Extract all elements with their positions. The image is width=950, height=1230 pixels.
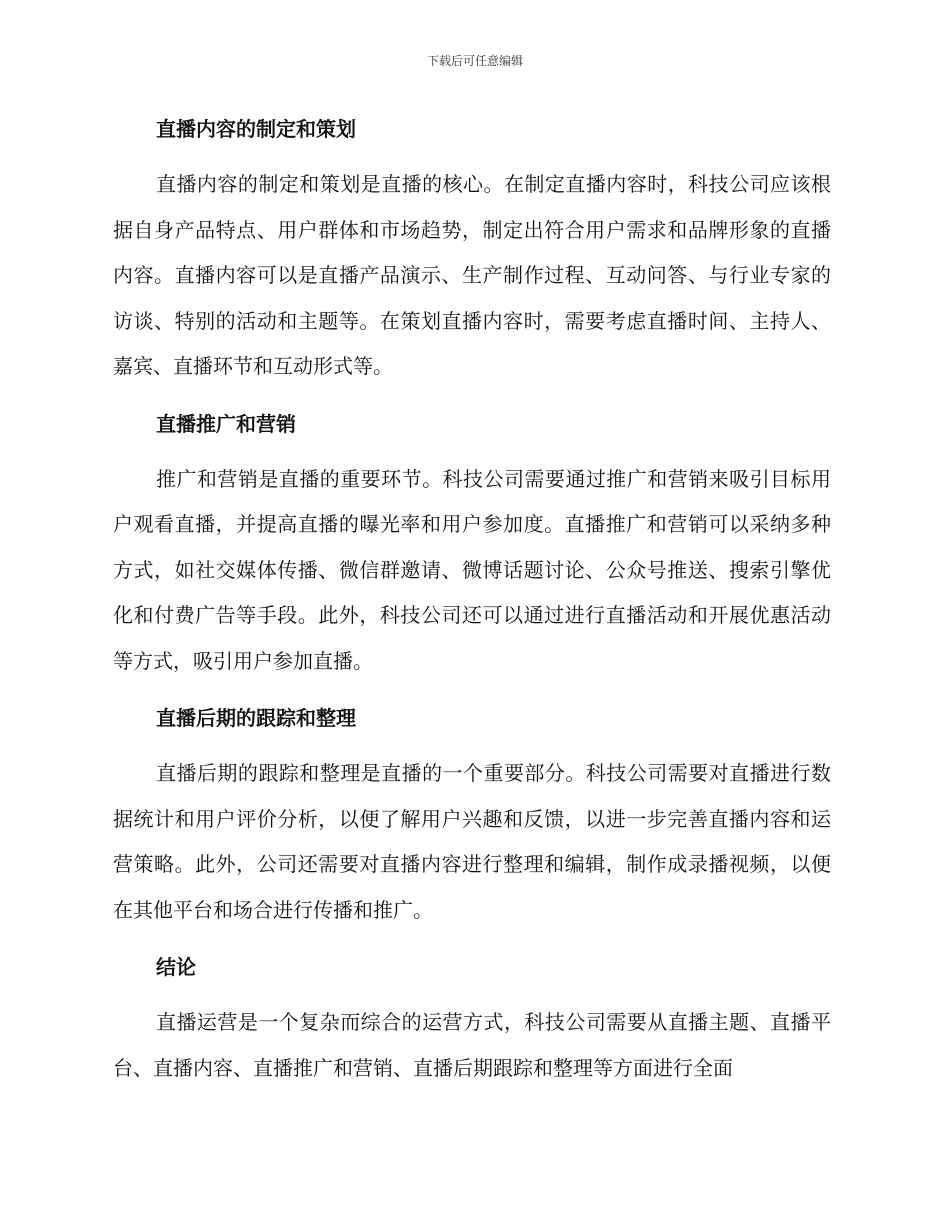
section-paragraph: 直播后期的跟踪和整理是直播的一个重要部分。科技公司需要对直播进行数据统计和用户评价分析，以便了解用户兴趣和反馈，以进一步完善直播内容和运营策略。此外，公司还需要对直播内容进行整理和编辑，制作成录播视频，以便在其他平台和场合进行传播和推广。 — [113, 761, 831, 922]
spacer — [113, 933, 831, 950]
spacer — [113, 984, 831, 1000]
section-paragraph: 直播运营是一个复杂而综合的运营方式，科技公司需要从直播主题、直播平台、直播内容、直播推广和营销、直播后期跟踪和整理等方面进行全面 — [113, 1010, 831, 1080]
spacer — [113, 735, 831, 751]
section-promotion-marketing — [113, 407, 831, 702]
spacer — [113, 146, 831, 162]
spacer — [113, 390, 831, 407]
header-note: 下载后可任意编辑 — [426, 54, 523, 68]
spacer — [113, 441, 831, 457]
section-heading: 直播后期的跟踪和整理 — [156, 706, 356, 730]
section-heading: 结论 — [156, 955, 196, 979]
section-post-live-tracking — [113, 701, 831, 950]
section-paragraph: 推广和营销是直播的重要环节。科技公司需要通过推广和营销来吸引目标用户观看直播，并提高直播的曝光率和用户参加度。直播推广和营销可以采纳多种方式，如社交媒体传播、微信群邀请、微博话题讨论、公众号推送、搜索引擎优化和付费广告等手段。此外，科技公司还可以通过进行直播活动和开展优惠活动等方式，吸引用户参加直播。 — [113, 466, 831, 673]
section-heading: 直播内容的制定和策划 — [156, 117, 356, 141]
section-paragraph: 直播内容的制定和策划是直播的核心。在制定直播内容时，科技公司应该根据自身产品特点、用户群体和市场趋势，制定出符合用户需求和品牌形象的直播内容。直播内容可以是直播产品演示、生产制作过程、互动问答、与行业专家的访谈、特别的活动和主题等。在策划直播内容时，需要考虑直播时间、主持人、嘉宾、直播环节和互动形式等。 — [113, 172, 831, 378]
section-conclusion — [113, 950, 831, 1091]
document-body — [113, 112, 831, 1091]
section-content-planning — [113, 112, 831, 407]
section-heading: 直播推广和营销 — [156, 411, 296, 436]
spacer — [113, 684, 831, 701]
